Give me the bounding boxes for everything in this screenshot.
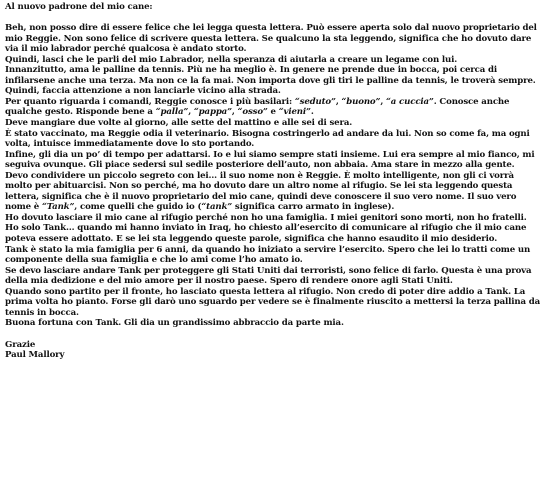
letter-paragraph (5, 129, 541, 150)
quoted-word: “a cuccia” (386, 96, 434, 107)
letter-paragraph (5, 23, 541, 55)
paragraph-text: , (188, 107, 194, 118)
paragraph-text: e (267, 107, 279, 118)
paragraph-text: , (335, 96, 342, 107)
letter-paragraph (5, 55, 541, 66)
letter-paragraph (5, 245, 541, 266)
paragraph-text: Per quanto riguarda i comandi, Reggie conosce i più basilari: (5, 96, 295, 107)
letter-paragraph (5, 287, 541, 319)
paragraph-text: Ho dovuto lasciare il mio cane al rifugio perché non ho una famiglia. I miei genitori sono morti, non ho fratelli. Ho solo Tank… quando mi hanno inviato in Iraq, ho chiesto all’esercito di comunicare al rifugio che il mio cane poteva essere adottato. E se lei sta leggendo queste parole, significa che hanno esaudito il mio desiderio. (5, 212, 527, 245)
letter-paragraph (5, 65, 541, 97)
letter-paragraph (5, 318, 541, 329)
paragraph-text: , (231, 107, 238, 118)
paragraph-text: . Conosce anche qualche gesto. Risponde bene a (5, 96, 510, 118)
letter-closing: Grazie (5, 339, 36, 350)
paragraph-text: È stato vaccinato, ma Reggie odia il veterinario. Bisogna costringerlo ad andare da lui. Non so come fa, ma ogni volta, intuisce immediatamente dove lo sto portando. (5, 128, 530, 150)
quoted-word: “pappa” (193, 107, 232, 118)
letter-paragraph (5, 171, 541, 213)
paragraph-text: Se devo lasciare andare Tank per proteggere gli Stati Uniti dai terroristi, sono felice di farlo. Questa è una prova della mia dedizione e del mio amore per il nostro paese. Spero di rendere onore agli Stati Uniti. (5, 265, 532, 287)
letter-paragraph (5, 266, 541, 287)
paragraph-text: Beh, non posso dire di essere felice che lei legga questa lettera. Può essere aperta solo dal nuovo proprietario del mio Reggie. Non sono felice di scrivere questa lettera. Se qualcuno la sta leggendo, significa che ho dovuto dare via il mio labrador perché qualcosa è andato storto. (5, 23, 537, 55)
letter-paragraph (5, 97, 541, 118)
quoted-word: “vieni” (278, 107, 311, 118)
paragraph-text: Buona fortuna con Tank. Gli dia un grandissimo abbraccio da parte mia. (5, 318, 344, 329)
quoted-word: “palla” (155, 107, 189, 118)
letter-paragraph (5, 118, 541, 129)
paragraph-text: Deve mangiare due volte al giorno, alle sette del mattino e alle sei di sera. (5, 118, 353, 129)
quoted-word: “Tank” (41, 202, 75, 213)
letter-paragraph (5, 213, 541, 245)
letter (5, 2, 541, 361)
paragraph-text: , (380, 96, 386, 107)
blank-line (5, 329, 541, 340)
paragraph-text: significa carro armato in inglese). (232, 202, 395, 213)
paragraph-text: , come quelli che guido io ( (74, 202, 202, 213)
paragraph-text: Devo condividere un piccolo segreto con lei… il suo nome non è Reggie. È molto intelligente, non gli ci vorrà molto per abituarcisi. Non so perché, ma ho dovuto dare un altro nome al rifugio. Se lei sta leggendo questa lettera, significa che è il nuovo proprietario del mio cane, quindi deve conoscere il suo vero nome. Il suo vero nome è (5, 170, 517, 213)
paragraph-text: Quando sono partito per il fronte, ho lasciato questa lettera al rifugio. Non credo di poter dire addio a Tank. La prima volta ho pianto. Forse gli darò uno sguardo per vedere se è finalmente riuscito a mettersi la terza pallina da tennis in bocca. (5, 286, 541, 318)
quoted-word: “tank” (201, 202, 233, 213)
quoted-word: “osso” (237, 107, 268, 118)
letter-paragraph (5, 150, 541, 171)
paragraph-text: Infine, gli dia un po’ di tempo per adattarsi. Io e lui siamo sempre stati insieme. Lui era sempre al mio fianco, mi seguiva ovunque. Gli piace sedersi sul sedile posteriore dell’auto, non abbaia. Ama stare in mezzo alla gente. (5, 149, 535, 171)
paragraph-text: Tank è stato la mia famiglia per 6 anni, da quando ho iniziato a servire l’esercito. Spero che lei lo tratti come un componente della sua famiglia e che lo ami come l’ho amato io. (5, 244, 531, 266)
letter-body (5, 23, 541, 329)
quoted-word: “buono” (341, 96, 381, 107)
paragraph-text: . (310, 107, 314, 118)
blank-line (5, 13, 541, 24)
quoted-word: “seduto” (294, 96, 336, 107)
paragraph-text: Innanzitutto, ama le palline da tennis. Più ne ha meglio è. In genere ne prende due in bocca, poi cerca di infilarsene anche una terza. Ma non ce la fa mai. Non importa dove gli tiri le palline da tennis, le troverà sempre. Quindi, faccia attenzione a non lanciarle vicino alla strada. (5, 65, 536, 97)
paragraph-text: Quindi, lasci che le parli del mio Labrador, nella speranza di aiutarla a creare un legame con lui. (5, 54, 458, 65)
letter-salutation: Al nuovo padrone del mio cane: (5, 2, 153, 12)
letter-signature: Paul Mallory (5, 350, 65, 361)
